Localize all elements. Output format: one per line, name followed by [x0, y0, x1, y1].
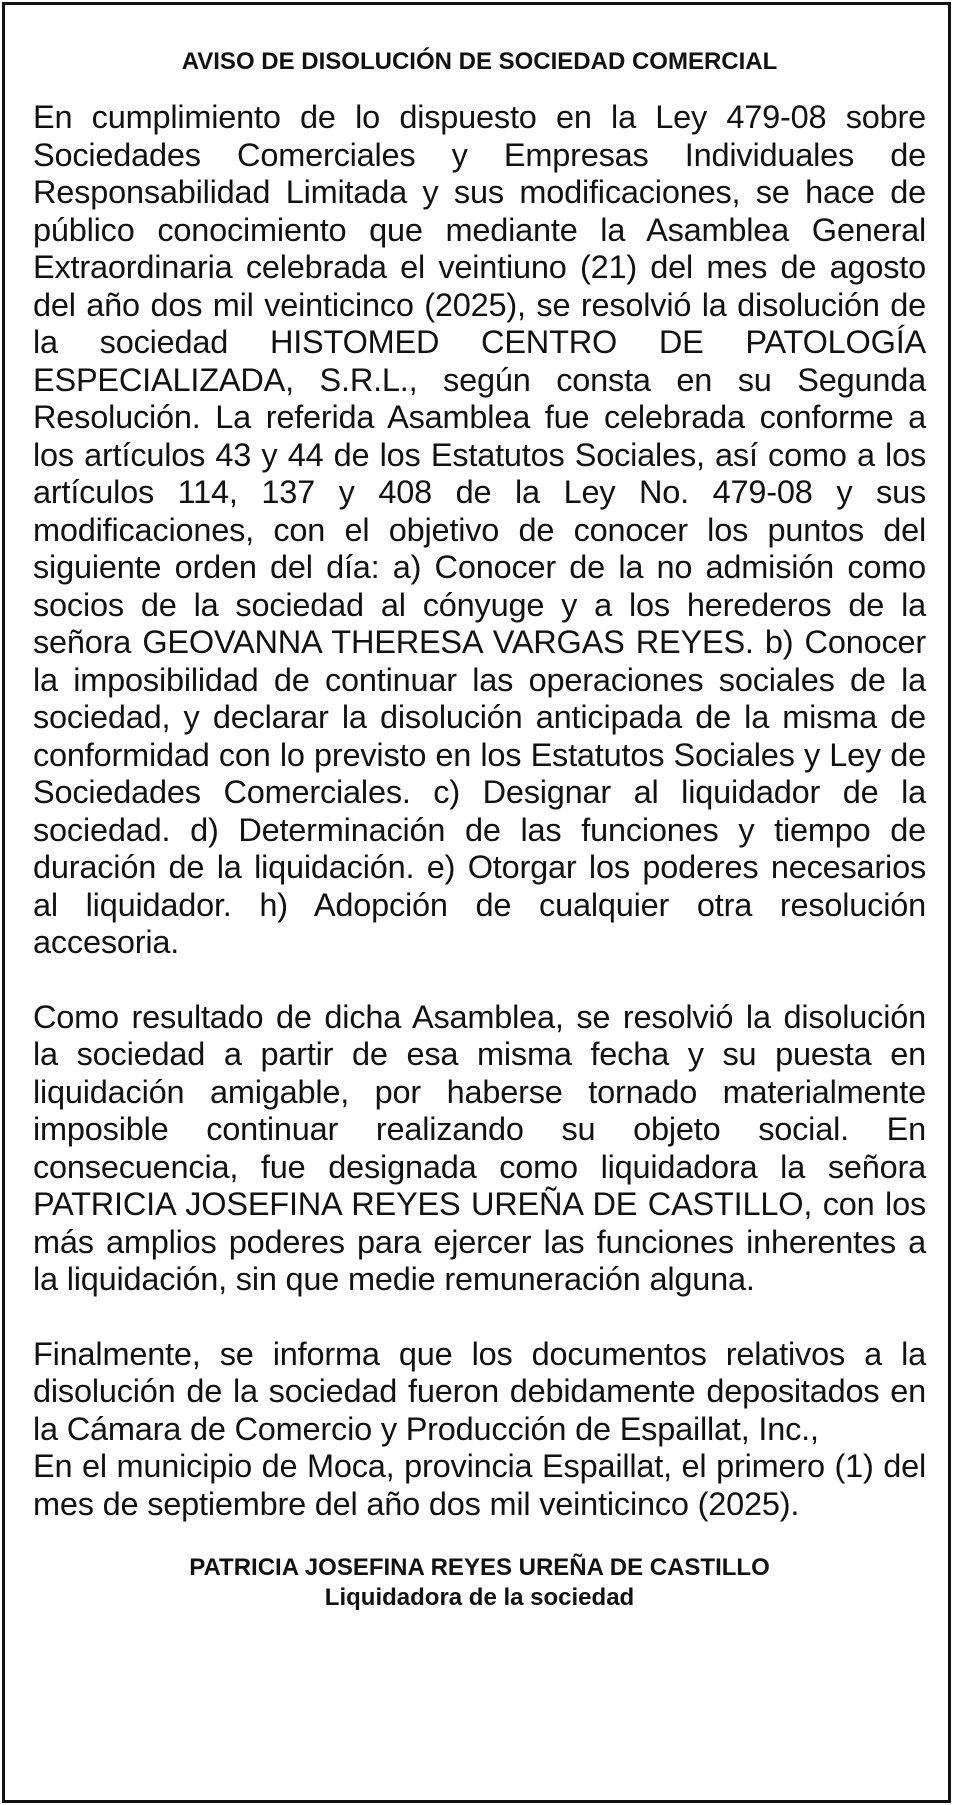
paragraph-2: Como resultado de dicha Asamblea, se resolvió la disolución la sociedad a partir de esa misma fecha y su puesta en liquidación amigable, por haberse tornado materialmente imposible continuar realizando su objeto social. En consecuencia, fue designada como liquidadora la señora PATRICIA JOSEFINA REYES UREÑA DE CASTILLO, con los más amplios poderes para ejercer las funciones inherentes a la liquidación, sin que medie remuneración alguna.: [33, 998, 926, 1297]
signature-block: [33, 1553, 926, 1613]
notice-content: [33, 45, 926, 1613]
notice-title: AVISO DE DISOLUCIÓN DE SOCIEDAD COMERCIAL: [181, 48, 778, 75]
paragraph-spacer: [33, 962, 926, 999]
paragraph-1: En cumplimiento de lo dispuesto en la Ley 479-08 sobre Sociedades Comerciales y Empresas Individuales de Responsabilidad Limitada y sus modificaciones, se hace de público conocimiento que mediante la Asamblea General Extraordinaria celebrada el veintiuno (21) del mes de agosto del año dos mil veinticinco (2025), se resolvió la disolución de la sociedad HISTOMED CENTRO DE PATOLOGÍA ESPECIALIZADA, S.R.L., según consta en su Segunda Resolución. La referida Asamblea fue celebrada conforme a los artículos 43 y 44 de los Estatutos Sociales, así como a los artículos 114, 137 y 408 de la Ley No. 479-08 y sus modificaciones, con el objetivo de conocer los puntos del siguiente orden del día: a) Conocer de la no admisión como socios de la sociedad al cónyuge y a los herederos de la señora GEOVANNA THERESA VARGAS REYES. b) Conocer la imposibilidad de continuar las operaciones sociales de la sociedad, y declarar la disolución anticipada de la misma de conformidad con lo previsto en los Estatutos Sociales y Ley de Sociedades Comerciales. c) Designar al liquidador de la sociedad. d) Determinación de las funciones y tiempo de duración de la liquidación. e) Otorgar los poderes necesarios al liquidador. h) Adopción de cualquier otra resolución accesoria.: [33, 99, 926, 960]
paragraph-3: Finalmente, se informa que los documentos relativos a la disolución de la sociedad fueron debidamente depositados en la Cámara de Comercio y Producción de Espaillat, Inc.,: [33, 1335, 926, 1447]
paragraph-4: En el municipio de Moca, provincia Espaillat, el primero (1) del mes de septiembre del año dos mil veinticinco (2025).: [33, 1448, 926, 1522]
paragraph-spacer: [33, 1299, 926, 1336]
notice-border: [2, 2, 951, 1803]
signatory-name: PATRICIA JOSEFINA REYES UREÑA DE CASTILLO: [189, 1554, 770, 1581]
signatory-role: Liquidadora de la sociedad: [324, 1584, 635, 1611]
